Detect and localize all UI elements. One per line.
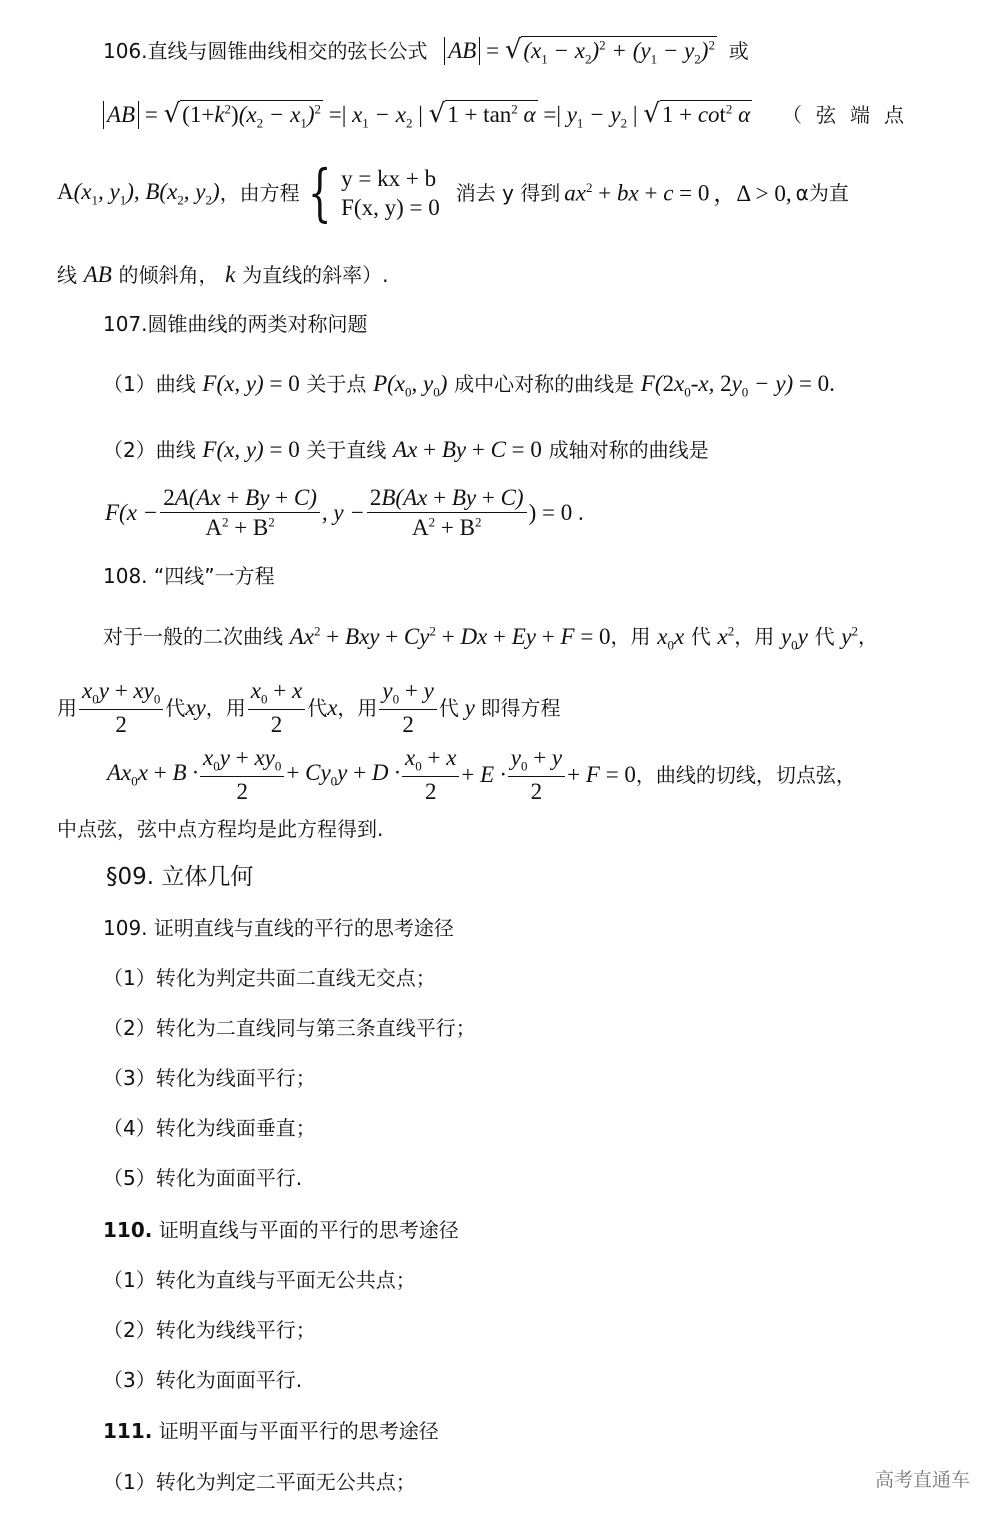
- item-111-list-1: （1）转化为判定二平面无公共点；: [103, 1470, 416, 1494]
- item-109-list-2: （2）转化为二直线同与第三条直线平行；: [103, 1016, 476, 1040]
- item-109-list-4: （4）转化为线面垂直；: [103, 1116, 316, 1140]
- alpha-is-text: α为直: [795, 181, 849, 205]
- p2-prefix: （2）曲线: [103, 438, 196, 462]
- comma-use-1: ，用: [205, 695, 246, 720]
- item-107-reflection-formula: F(x − $\frac{2A(Ax + By + C)}{A^2 + B^2}$ , y − $\frac{2B(Ax + By + C)}{A^2 + B^2}$ ) = 0 .: [105, 485, 584, 541]
- item-110-list-2: （2）转化为线线平行；: [103, 1318, 316, 1342]
- p1-prefix: （1）曲线: [103, 372, 196, 396]
- section-heading: §09. 立体几何: [106, 864, 254, 890]
- text-ab: AB: [83, 262, 112, 287]
- text-incline: 的倾斜角，: [118, 263, 219, 287]
- item-111-title-line: [103, 1421, 439, 1441]
- tangent-text: ，曲线的切线，切点弦，: [635, 762, 856, 787]
- eliminate-text: 消去 y 得到: [455, 181, 561, 205]
- item-109-list-3: （3）转化为线面平行；: [103, 1066, 316, 1090]
- item-108-equation: $Ax_0x + B$ · $\frac{x_0y + xy_0}{2}$ + $Cy_0y + D$ · $\frac{x_0 + x}{2}$ + E · $\frac{y_0 + y}{2}$ + F = 0 ，曲线的切线，切点弦，: [107, 745, 856, 804]
- endpoints-formula: $A(x_1$, $y_1$), $B(x_2$, $y_2$): [57, 178, 220, 208]
- item-110-list-3: （3）转化为面面平行.: [103, 1368, 303, 1392]
- p1-mid2: 成中心对称的曲线是: [454, 372, 635, 396]
- item-110-list-1: （1）转化为直线与平面无公共点；: [103, 1268, 416, 1292]
- item-110-number: 110.: [103, 1218, 153, 1242]
- delta-condition: ，Δ > 0,: [713, 180, 792, 206]
- replace2-text: 代: [814, 624, 835, 649]
- by-system-text: ，由方程: [219, 181, 300, 205]
- item-108-title: 108. “四线”一方程: [103, 564, 275, 588]
- text-k: k: [225, 262, 236, 287]
- item-108-intro: 对于一般的二次曲线 Ax$^2$ + Bxy + $Cy^2 + Dx + Ey + F = 0$，用 $x_0x$ 代 $x^2$，用 $y_0y$ 代 $y^2$，: [103, 623, 878, 653]
- item-106-system-line: [57, 156, 849, 229]
- dai-1: 代: [165, 695, 186, 720]
- item-110-title-line: [103, 1220, 459, 1240]
- system-line-1: y = kx + b: [341, 166, 437, 191]
- or-text: 或: [728, 39, 749, 63]
- use2-text: ，用: [734, 624, 775, 649]
- yong-1: 用: [57, 695, 77, 720]
- text-slope: 为直线的斜率）.: [242, 263, 389, 287]
- formula-chord-length-2: AB = $√(1+k^2)(x_2 - x_1)^2$ =| $x_1 - x_2$ | $√1 + \tan^2 \alpha$ =| $y_1 - y_2$ | $√1 + \cot^2 \alpha$: [103, 102, 758, 127]
- system-line-2: F(x, y) = 0: [341, 195, 440, 220]
- item-107-part-1: （1）曲线 F(x, y) = 0 关于点 $P(x_0$, $y_0$) 成中心对称的曲线是 $F(2x_0-x$, $2y_0 - y) = 0$.: [103, 371, 835, 400]
- get-equation-text: 即得方程: [480, 695, 561, 720]
- watermark: 高考直通车: [874, 1469, 970, 1491]
- item-107-part-2: （2）曲线 F(x, y) = 0 关于直线 Ax + By + C = 0 成轴对称的曲线是: [103, 437, 709, 462]
- item-106-title: 106.直线与圆锥曲线相交的弦长公式: [103, 39, 428, 63]
- use-text: ，用: [610, 624, 651, 649]
- dai-3: 代: [438, 695, 459, 720]
- item-109-list-1: （1）转化为判定共面二直线无交点；: [103, 966, 436, 990]
- item-106-formula-line: [103, 100, 918, 131]
- p1-mid1: 关于点: [306, 372, 367, 396]
- comma-use-2: ，用: [337, 695, 378, 720]
- item-106-closing-line: [57, 263, 388, 286]
- item-111-number: 111.: [103, 1419, 153, 1443]
- text-xian: 线: [57, 263, 77, 287]
- item-107-title: 107.圆锥曲线的两类对称问题: [103, 312, 368, 336]
- item-106-title-line: [103, 36, 749, 67]
- equation-system: { y = kx + b F(x, y) = 0: [307, 156, 440, 229]
- item-109-title: 109. 证明直线与直线的平行的思考途径: [103, 916, 454, 940]
- item-108-substitutions: 用 $\frac{x_0y + xy_0}{2}$ 代 xy ，用 $\frac{x_0 + x}{2}$ 代 x ，用 $\frac{y_0 + y}{2}$ 代 y 即得方程: [57, 678, 561, 737]
- item-109-list-5: （5）转化为面面平行.: [103, 1166, 303, 1190]
- p2-mid2: 成轴对称的曲线是: [548, 438, 709, 462]
- formula-chord-length-1: AB = $√(x_1 - x_2)^2 + (y_1 - y_2)^2$: [444, 38, 723, 63]
- item-111-title: 证明平面与平面平行的思考途径: [152, 1419, 439, 1443]
- item-108-last: 中点弦，弦中点方程均是此方程得到.: [57, 817, 384, 841]
- item-110-title: 证明直线与平面的平行的思考途径: [152, 1218, 459, 1242]
- quadratic-formula: $ax^2$ + bx + c = 0: [564, 180, 710, 206]
- dai-2: 代: [307, 695, 328, 720]
- paren-chord-endpoints: （弦端点: [782, 103, 918, 127]
- intro-text: 对于一般的二次曲线: [103, 624, 283, 649]
- p2-mid1: 关于直线: [306, 438, 387, 462]
- replace-text: 代: [690, 624, 711, 649]
